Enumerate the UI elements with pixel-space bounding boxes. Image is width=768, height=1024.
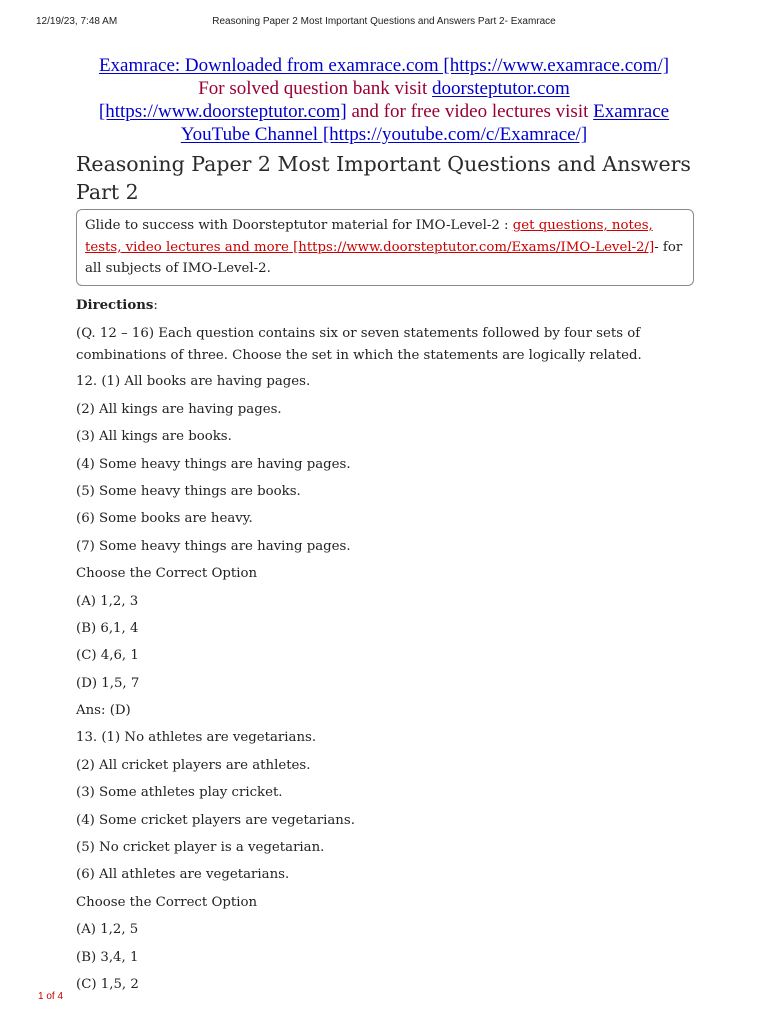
text-line: (2) All cricket players are athletes.	[76, 757, 311, 773]
promo-url[interactable]: [https://www.doorsteptutor.com/Exams/IMO-Level-2/]	[288, 239, 655, 255]
text-line: (3) All kings are books.	[76, 429, 232, 445]
text-line: (C) 1,5, 2	[76, 976, 139, 992]
page-title: Reasoning Paper 2 Most Important Questions and Answers Part 2	[76, 152, 691, 204]
banner-text-1: For solved question bank visit	[198, 78, 433, 99]
text-line: (7) Some heavy things are having pages.	[76, 538, 351, 554]
text-line: (B) 6,1, 4	[76, 620, 139, 636]
text-line: (4) Some cricket players are vegetarians.	[76, 812, 355, 828]
text-line: 13. (1) No athletes are vegetarians.	[76, 730, 317, 746]
source-banner	[60, 54, 708, 146]
promo-box	[76, 209, 694, 286]
text-line: (B) 3,4, 1	[76, 949, 139, 965]
print-header	[0, 16, 768, 32]
text-line: (C) 4,6, 1	[76, 648, 139, 664]
page-number: 1 of 4	[38, 991, 64, 1002]
print-date: 12/19/23, 7:48 AM	[36, 16, 118, 27]
text-line: (5) Some heavy things are books.	[76, 483, 301, 499]
text-line: (4) Some heavy things are having pages.	[76, 456, 351, 472]
question-content	[76, 296, 696, 1002]
text-line: Choose the Correct Option	[76, 566, 258, 582]
text-line: 12. (1) All books are having pages.	[76, 374, 311, 390]
text-line: (D) 1,5, 7	[76, 675, 140, 691]
text-line: (5) No cricket player is a vegetarian.	[76, 840, 325, 856]
text-line: Ans: (D)	[76, 703, 131, 719]
promo-text-after: - for all subjects of IMO-Level-2.	[85, 239, 683, 276]
text-line: (A) 1,2, 5	[76, 922, 139, 938]
text-line: (6) Some books are heavy.	[76, 511, 253, 527]
directions-text: (Q. 12 – 16) Each question contains six or seven statements followed by four sets of combinations of three. Choose the set in which the statements are logically related.	[76, 326, 642, 363]
doorsteptutor-url-link[interactable]: [https://www.doorsteptutor.com]	[98, 101, 347, 122]
examrace-youtube-link-start[interactable]: Examrace	[593, 101, 670, 122]
directions-label: Directions	[76, 298, 154, 313]
question-lines	[76, 372, 696, 1002]
text-line: (2) All kings are having pages.	[76, 401, 282, 417]
examrace-youtube-link[interactable]: YouTube Channel [https://youtube.com/c/Examrace/]	[180, 124, 588, 145]
print-page-title: Reasoning Paper 2 Most Important Questions and Answers Part 2- Examrace	[212, 16, 556, 27]
doorsteptutor-link[interactable]: doorsteptutor.com	[432, 78, 570, 99]
text-line: Choose the Correct Option	[76, 894, 258, 910]
directions-colon: :	[153, 298, 158, 313]
promo-link[interactable]: get questions, notes, tests, video lectures and more	[85, 218, 653, 255]
text-line: (3) Some athletes play cricket.	[76, 785, 283, 801]
banner-text-2: and for free video lectures visit	[346, 101, 594, 122]
text-line: (6) All athletes are vegetarians.	[76, 867, 290, 883]
promo-text: Glide to success with Doorsteptutor material for IMO-Level-2 :	[85, 218, 513, 233]
text-line: (A) 1,2, 3	[76, 593, 139, 609]
examrace-download-link[interactable]: Examrace: Downloaded from examrace.com [https://www.examrace.com/]	[98, 55, 670, 76]
directions-heading	[76, 296, 696, 323]
